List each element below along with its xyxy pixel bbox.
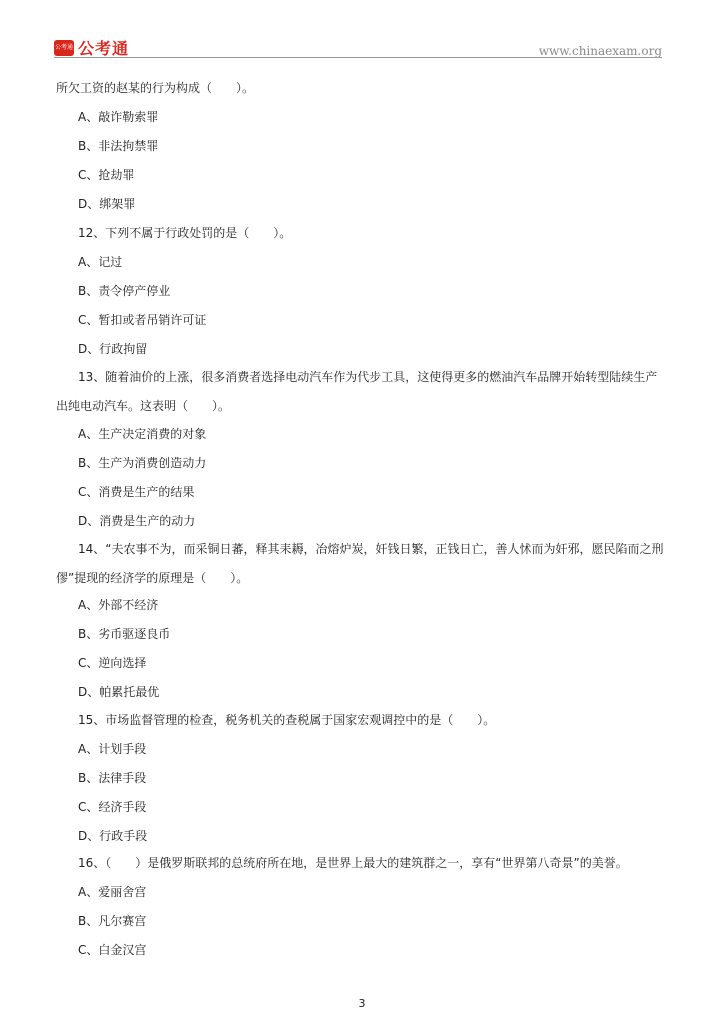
question-14: 14、“夫农事不为，而采铜日蕃，释其耒耨，冶熔炉炭，奸钱日繁，正钱日亡，善人怵而为奸邪，愿民陷而之刑僇”提现的经济学的原理是（ ）。: [56, 542, 664, 585]
question-15: 15、市场监督管理的检查，税务机关的查税属于国家宏观调控中的是（ ）。: [78, 713, 496, 727]
option-c: C、经济手段: [78, 800, 147, 814]
option-a: A、计划手段: [78, 742, 147, 756]
question-continuation: 所欠工资的赵某的行为构成（ ）。: [56, 81, 255, 95]
option-a: A、记过: [78, 255, 123, 269]
option-d: D、帕累托最优: [78, 685, 160, 699]
header-divider: [54, 57, 662, 58]
option-a: A、爱丽舍宫: [78, 885, 147, 899]
option-a: A、敲诈勒索罪: [78, 110, 159, 124]
page-header: [0, 0, 724, 60]
logo[interactable]: [54, 36, 129, 59]
option-b: B、劣币驱逐良币: [78, 627, 171, 641]
option-d: D、行政拘留: [78, 342, 148, 356]
option-d: D、行政手段: [78, 829, 148, 843]
option-b: B、凡尔赛宫: [78, 914, 147, 928]
option-b: B、法律手段: [78, 771, 147, 785]
site-url: www.chinaexam.org: [538, 44, 662, 58]
question-12: 12、下列不属于行政处罚的是（ ）。: [78, 226, 292, 240]
option-a: A、生产决定消费的对象: [78, 427, 207, 441]
page-number: 3: [358, 997, 366, 1010]
option-b: B、责令停产停业: [78, 284, 171, 298]
logo-text: 公考通: [78, 39, 130, 58]
option-d: D、消费是生产的动力: [78, 514, 196, 528]
option-c: C、抢劫罪: [78, 168, 135, 182]
option-c: C、暂扣或者吊销许可证: [78, 313, 207, 327]
option-b: B、生产为消费创造动力: [78, 456, 207, 470]
question-16: 16、（ ）是俄罗斯联邦的总统府所在地，是世界上最大的建筑群之一，享有“世界第八奇景”的美誉。: [78, 856, 628, 870]
option-d: D、绑架罪: [78, 197, 136, 211]
option-c: C、逆向选择: [78, 656, 147, 670]
option-b: B、非法拘禁罪: [78, 139, 159, 153]
question-13: 13、随着油价的上涨，很多消费者选择电动汽车作为代步工具，这使得更多的燃油汽车品牌开始转型陆续生产出纯电动汽车。这表明（ ）。: [56, 370, 658, 413]
option-c: C、消费是生产的结果: [78, 485, 195, 499]
option-c: C、白金汉宫: [78, 943, 147, 957]
option-a: A、外部不经济: [78, 598, 159, 612]
logo-mark-icon: 公考通: [54, 40, 74, 56]
